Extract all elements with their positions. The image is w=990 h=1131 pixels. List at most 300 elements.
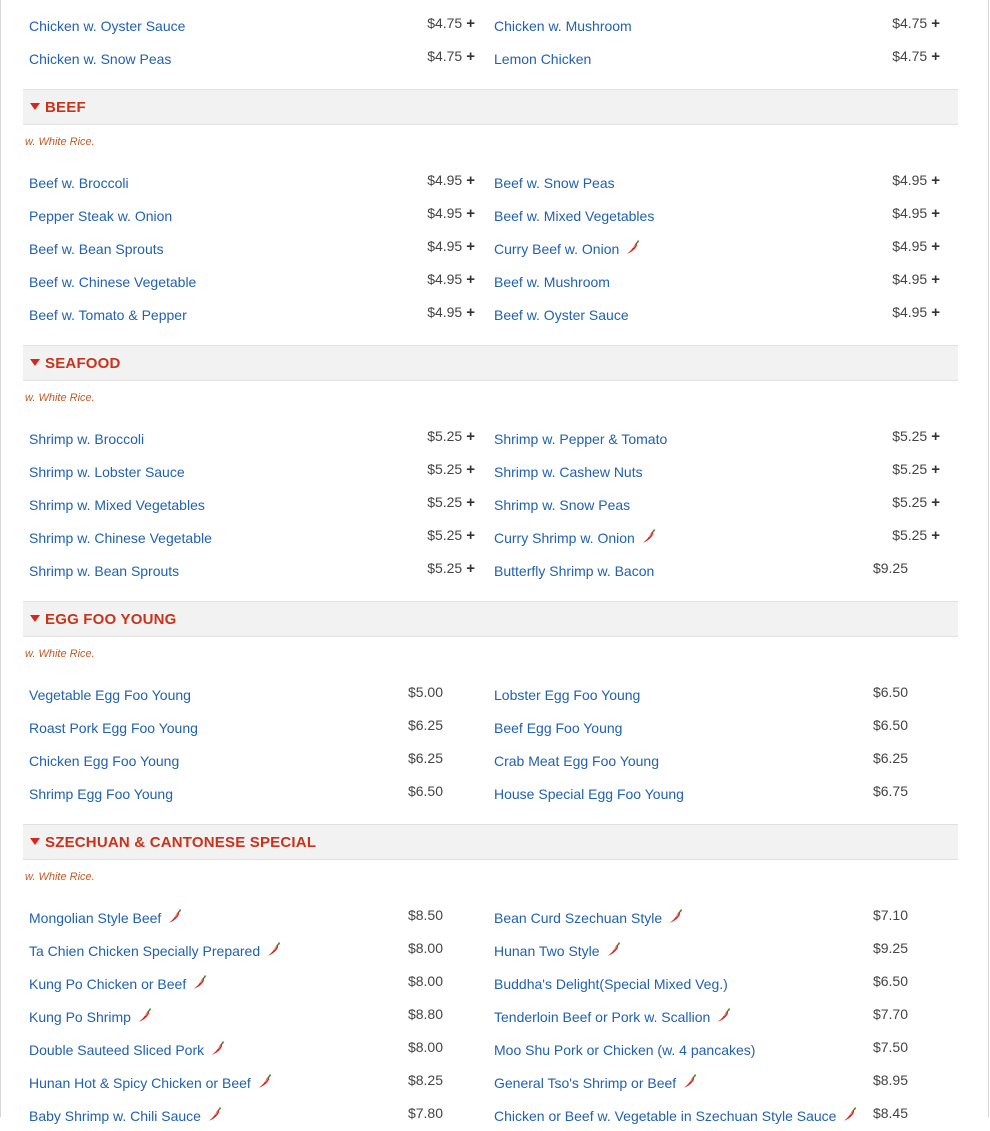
hot-pepper-icon [625,239,641,258]
menu-item-name[interactable] [29,530,212,546]
add-item-button[interactable]: + [466,271,475,288]
menu-row [23,743,958,776]
menu-item-price [408,717,443,733]
price-text: $6.25 [872,750,908,766]
section-header-egg-foo-young[interactable] [23,601,958,637]
menu-item[interactable] [488,1032,943,1065]
section-note [23,381,958,421]
collapse-triangle-icon[interactable] [30,103,40,110]
menu-item-price [408,684,443,700]
menu-item-name[interactable] [494,175,615,191]
menu-row [23,454,958,487]
menu-item[interactable] [488,421,943,454]
menu-item[interactable] [23,487,478,520]
hot-pepper-icon [192,974,208,993]
menu-item-price [427,271,475,288]
menu-item[interactable] [23,41,478,74]
menu-item-name-text[interactable]: Shrimp w. Pepper & Tomato [494,431,668,447]
menu-item-price [408,783,443,799]
menu-item-name-text[interactable]: Curry Beef w. Onion [494,241,620,257]
add-item-button[interactable]: + [931,428,940,445]
menu-item-name-text[interactable]: Kung Po Shrimp [29,1009,131,1025]
menu-item-name[interactable] [29,753,179,769]
menu-item[interactable] [488,677,943,710]
menu-item[interactable] [488,776,943,809]
menu-item-price [873,560,908,576]
menu-item-name-text[interactable]: Bean Curd Szechuan Style [494,910,663,926]
add-item-button[interactable]: + [466,304,475,321]
menu-item-name[interactable] [494,1009,732,1026]
price-text: $5.25 [427,428,463,444]
menu-item-name[interactable] [494,910,684,927]
menu-item-name[interactable] [494,720,622,736]
hot-pepper-icon [682,1073,698,1092]
hot-pepper-icon [207,1106,223,1125]
menu-item-price [873,717,908,733]
section-note [23,860,958,900]
add-item-button[interactable]: + [466,48,475,65]
section-header-szechuan-cantonese-special[interactable] [23,824,958,860]
price-text: $4.95 [892,271,928,287]
menu-item-price [892,527,940,544]
section-note-text: w. White Rice. [25,871,95,883]
menu-item[interactable] [488,1065,943,1098]
menu-item-name[interactable] [29,687,191,703]
price-text: $5.25 [427,560,463,576]
menu-item-price [427,494,475,511]
menu-row [23,41,958,74]
price-text: $5.25 [427,494,463,510]
collapse-triangle-icon[interactable] [30,615,40,622]
menu-item-name-text[interactable]: Shrimp w. Mixed Vegetables [29,497,205,513]
menu-item[interactable] [488,966,943,999]
price-text: $8.80 [407,1006,443,1022]
menu-item-name-text[interactable]: Crab Meat Egg Foo Young [494,753,660,769]
menu-item-price [873,1105,908,1121]
section-note [23,125,958,165]
menu-item[interactable] [23,743,478,776]
menu-item-name-text[interactable]: Mongolian Style Beef [29,910,162,926]
menu-item[interactable] [488,454,943,487]
menu-item-name[interactable] [494,431,667,447]
menu-item-name[interactable] [494,208,654,224]
menu-item-price [873,1072,908,1088]
menu-row [23,264,958,297]
menu-item-name-text[interactable]: Shrimp w. Snow Peas [494,497,631,513]
menu-item[interactable] [488,1098,943,1131]
menu-item-price [892,494,940,511]
add-item-button[interactable]: + [466,494,475,511]
menu-item[interactable] [488,743,943,776]
price-text: $8.25 [407,1072,443,1088]
add-item-button[interactable]: + [931,304,940,321]
section-spacer [23,809,958,824]
menu-item[interactable] [23,231,478,264]
section-title[interactable]: EGG FOO YOUNG [45,611,177,628]
menu-row [23,933,958,966]
menu-item-name-text[interactable]: Moo Shu Pork or Chicken (w. 4 pancakes) [494,1042,756,1058]
price-text: $7.70 [872,1006,908,1022]
menu-row [23,297,958,330]
menu-item[interactable] [488,41,943,74]
hot-pepper-icon [266,941,282,960]
menu-item-name[interactable] [29,976,208,993]
add-item-button[interactable]: + [931,48,940,65]
menu-item-name[interactable] [29,18,185,34]
menu-item-name[interactable] [29,307,187,323]
price-text: $4.75 [427,15,463,31]
price-text: $5.25 [427,527,463,543]
menu-item-name-text[interactable]: Kung Po Chicken or Beef [29,976,187,992]
add-item-button[interactable]: + [931,494,940,511]
menu-item[interactable] [23,553,478,586]
menu-item-price [408,940,443,956]
hot-pepper-icon [606,941,622,960]
menu-item-name-text[interactable]: Vegetable Egg Foo Young [29,687,191,703]
menu-item[interactable] [23,198,478,231]
section-spacer [23,330,958,345]
menu-row [23,1032,958,1065]
menu-item-price [873,750,908,766]
price-text: $8.95 [872,1072,908,1088]
menu-item[interactable] [488,198,943,231]
menu-row [23,1065,958,1098]
menu-row [23,553,958,586]
menu-item-name-text[interactable]: General Tso's Shrimp or Beef [494,1075,677,1091]
menu-item-name[interactable] [494,753,659,769]
hot-pepper-icon [137,1007,153,1026]
menu-item-name[interactable] [29,943,282,960]
add-item-button[interactable]: + [466,527,475,544]
hot-pepper-icon [668,908,684,927]
add-item-button[interactable]: + [466,172,475,189]
menu-row [23,487,958,520]
menu-item-name[interactable] [29,1009,153,1026]
menu-item-price [892,48,940,65]
price-text: $4.95 [892,304,928,320]
menu-item[interactable] [488,999,943,1032]
price-text: $7.80 [407,1105,443,1121]
menu-item[interactable] [23,1098,478,1131]
price-text: $4.95 [427,271,463,287]
add-item-button[interactable]: + [931,271,940,288]
menu-item-name[interactable] [494,464,643,480]
menu-item-name-text[interactable]: Shrimp w. Lobster Sauce [29,464,185,480]
menu-item-name-text[interactable]: Shrimp w. Cashew Nuts [494,464,643,480]
menu-item-name[interactable] [29,786,173,802]
menu-item-name-text[interactable]: Beef w. Oyster Sauce [494,307,629,323]
menu-item[interactable] [23,966,478,999]
section-spacer [23,74,958,89]
menu-item-name-text[interactable]: Tenderloin Beef or Pork w. Scallion [494,1009,711,1025]
menu-item-name-text[interactable]: Chicken or Beef w. Vegetable in Szechuan Style Sauce [494,1108,837,1124]
menu-item-price [427,238,475,255]
menu-item-price [892,304,940,321]
menu-item[interactable] [23,710,478,743]
hot-pepper-icon [716,1007,732,1026]
menu-item-name[interactable] [29,241,164,257]
menu-item-name[interactable] [494,241,641,258]
price-text: $7.10 [872,907,908,923]
menu-item[interactable] [23,454,478,487]
menu-item-name-text[interactable]: Chicken Egg Foo Young [29,753,180,769]
price-text: $8.00 [407,1039,443,1055]
menu-item-price [892,271,940,288]
menu-item[interactable] [488,520,943,553]
menu-item[interactable] [23,1032,478,1065]
menu-item-price [873,907,908,923]
menu-row [23,165,958,198]
menu-item-name[interactable] [29,1075,273,1092]
price-text: $8.45 [872,1105,908,1121]
menu-item-price [408,907,443,923]
menu-row [23,900,958,933]
menu-item-name-text[interactable]: Pepper Steak w. Onion [29,208,173,224]
menu-item-name[interactable] [494,943,622,960]
menu-item-name-text[interactable]: Shrimp w. Bean Sprouts [29,563,180,579]
menu-item-name-text[interactable]: Double Sauteed Sliced Pork [29,1042,205,1058]
menu-item[interactable] [23,900,478,933]
menu-item-name-text[interactable]: Shrimp w. Broccoli [29,431,145,447]
menu-item-price [408,1006,443,1022]
menu-item-name-text[interactable]: Butterfly Shrimp w. Bacon [494,563,655,579]
menu-item-price [892,428,940,445]
add-item-button[interactable]: + [466,560,475,577]
price-text: $4.95 [892,172,928,188]
menu-item[interactable] [488,487,943,520]
menu-item-name-text[interactable]: Beef w. Mushroom [494,274,610,290]
price-text: $5.25 [892,527,928,543]
section-note [23,637,958,677]
menu-item-price [892,238,940,255]
menu-item[interactable] [23,1065,478,1098]
menu-item-name[interactable] [29,208,172,224]
section-title[interactable]: SZECHUAN & CANTONESE SPECIAL [45,834,317,851]
hot-pepper-icon [641,528,657,547]
menu-row [23,677,958,710]
menu-item-name-text[interactable]: Lobster Egg Foo Young [494,687,641,703]
menu-item-name[interactable] [494,497,630,513]
menu-item-price [427,527,475,544]
menu-item-name-text[interactable]: Beef w. Chinese Vegetable [29,274,197,290]
price-text: $4.95 [892,205,928,221]
hot-pepper-icon [842,1106,858,1125]
menu-row [23,520,958,553]
add-item-button[interactable]: + [931,527,940,544]
hot-pepper-icon [210,1040,226,1059]
menu-item-name-text[interactable]: Chicken w. Mushroom [494,18,632,34]
add-item-button[interactable]: + [931,172,940,189]
price-text: $6.75 [872,783,908,799]
menu-item-name[interactable] [29,1042,226,1059]
section-note-text: w. White Rice. [25,648,95,660]
add-item-button[interactable]: + [466,15,475,32]
menu-item[interactable] [488,165,943,198]
menu-item-name-text[interactable]: Curry Shrimp w. Onion [494,530,635,546]
menu-item-price [427,48,475,65]
menu-item-name-text[interactable]: Lemon Chicken [494,51,592,67]
menu-item-name[interactable] [494,307,629,323]
menu-item[interactable] [23,297,478,330]
price-text: $8.00 [407,973,443,989]
menu-item-name-text[interactable]: Beef w. Snow Peas [494,175,615,191]
menu-item-price [427,428,475,445]
menu-item-name-text[interactable]: Ta Chien Chicken Specially Prepared [29,943,261,959]
menu-item[interactable] [23,165,478,198]
menu-item-price [873,1006,908,1022]
price-text: $6.50 [872,684,908,700]
menu-item-name-text[interactable]: Chicken w. Snow Peas [29,51,172,67]
menu-item-name[interactable] [494,976,728,992]
menu-item-name[interactable] [29,497,205,513]
price-text: $4.95 [427,238,463,254]
add-item-button[interactable]: + [931,15,940,32]
menu-item[interactable] [23,421,478,454]
section-title[interactable]: SEAFOOD [45,355,121,372]
menu-item-price [427,205,475,222]
menu-item-name[interactable] [494,563,654,579]
price-text: $5.25 [892,428,928,444]
collapse-triangle-icon[interactable] [30,838,40,845]
price-text: $7.50 [872,1039,908,1055]
price-text: $6.25 [407,750,443,766]
menu-item-price [408,1039,443,1055]
menu-item-price [408,973,443,989]
menu-item-name-text[interactable]: Beef Egg Foo Young [494,720,623,736]
menu-item-name-text[interactable]: Hunan Two Style [494,943,600,959]
menu-row [23,8,958,41]
add-item-button[interactable]: + [466,205,475,222]
menu-item-price [892,15,940,32]
price-text: $5.25 [892,494,928,510]
menu-item-price [873,783,908,799]
hot-pepper-icon [167,908,183,927]
menu-item[interactable] [23,677,478,710]
menu-item[interactable] [488,553,943,586]
menu-item[interactable] [488,231,943,264]
price-text: $6.50 [872,717,908,733]
price-text: $4.95 [892,238,928,254]
menu-item[interactable] [488,297,943,330]
menu-item-name-text[interactable]: Beef w. Broccoli [29,175,129,191]
menu-item-price [892,461,940,478]
menu-item-name-text[interactable]: Baby Shrimp w. Chili Sauce [29,1108,201,1124]
menu-item-name-text[interactable]: Shrimp w. Chinese Vegetable [29,530,212,546]
menu-item-name[interactable] [494,1075,698,1092]
collapse-triangle-icon[interactable] [30,359,40,366]
menu-item-price [427,461,475,478]
menu-row [23,999,958,1032]
menu-item-name[interactable] [29,51,171,67]
menu-item[interactable] [488,264,943,297]
price-text: $6.50 [872,973,908,989]
menu-item[interactable] [23,264,478,297]
menu-item[interactable] [488,900,943,933]
menu-item-name[interactable] [29,563,179,579]
menu-item-name[interactable] [494,530,657,547]
menu-item-name[interactable] [494,274,610,290]
menu-item-name-text[interactable]: Beef w. Bean Sprouts [29,241,164,257]
menu-row [23,776,958,809]
add-item-button[interactable]: + [931,461,940,478]
menu-row [23,198,958,231]
menu-list [23,8,958,1131]
menu-item-price [873,1039,908,1055]
menu-item-name[interactable] [494,786,684,802]
add-item-button[interactable]: + [931,205,940,222]
menu-row [23,966,958,999]
menu-item[interactable] [23,520,478,553]
menu-item-name[interactable] [29,464,185,480]
menu-item[interactable] [488,933,943,966]
menu-item-name[interactable] [29,910,183,927]
section-header-seafood[interactable] [23,345,958,381]
menu-item[interactable] [23,999,478,1032]
menu-item-price [892,172,940,189]
menu-row [23,710,958,743]
menu-item-name-text[interactable]: Buddha's Delight(Special Mixed Veg.) [494,976,728,992]
price-text: $4.95 [427,205,463,221]
menu-item-name-text[interactable]: Chicken w. Oyster Sauce [29,18,186,34]
add-item-button[interactable]: + [466,238,475,255]
section-spacer [23,586,958,601]
menu-item-price [427,560,475,577]
price-text: $6.50 [407,783,443,799]
menu-item-price [408,1105,443,1121]
menu-item-name[interactable] [494,18,632,34]
menu-item-price [873,940,908,956]
menu-item[interactable] [488,710,943,743]
menu-item[interactable] [23,8,478,41]
menu-item-price [873,684,908,700]
menu-item-price [427,15,475,32]
menu-item-price [873,973,908,989]
menu-item-name[interactable] [29,720,198,736]
menu-item-name-text[interactable]: Shrimp Egg Foo Young [29,786,173,802]
menu-item-name[interactable] [494,51,591,67]
section-title[interactable]: BEEF [45,99,86,116]
price-text: $5.00 [407,684,443,700]
menu-item-price [408,1072,443,1088]
menu-item-name[interactable] [29,175,129,191]
price-text: $8.50 [407,907,443,923]
section-header-beef[interactable] [23,89,958,125]
price-text: $5.25 [427,461,463,477]
add-item-button[interactable]: + [466,428,475,445]
price-text: $9.25 [872,560,908,576]
add-item-button[interactable]: + [466,461,475,478]
menu-item-name-text[interactable]: Beef w. Tomato & Pepper [29,307,187,323]
menu-item-name-text[interactable]: House Special Egg Foo Young [494,786,684,802]
menu-item[interactable] [23,776,478,809]
menu-item-name[interactable] [494,1042,755,1058]
menu-row [23,421,958,454]
menu-item-name-text[interactable]: Hunan Hot & Spicy Chicken or Beef [29,1075,251,1091]
menu-item-name-text[interactable]: Beef w. Mixed Vegetables [494,208,655,224]
price-text: $5.25 [892,461,928,477]
menu-item-price [427,304,475,321]
menu-item[interactable] [23,933,478,966]
menu-row [23,231,958,264]
menu-item-name-text[interactable]: Roast Pork Egg Foo Young [29,720,198,736]
menu-item-name[interactable] [494,687,640,703]
menu-item[interactable] [488,8,943,41]
add-item-button[interactable]: + [931,238,940,255]
menu-item-name[interactable] [29,274,196,290]
price-text: $4.95 [427,304,463,320]
menu-item-name[interactable] [29,431,144,447]
menu-row [23,1098,958,1131]
